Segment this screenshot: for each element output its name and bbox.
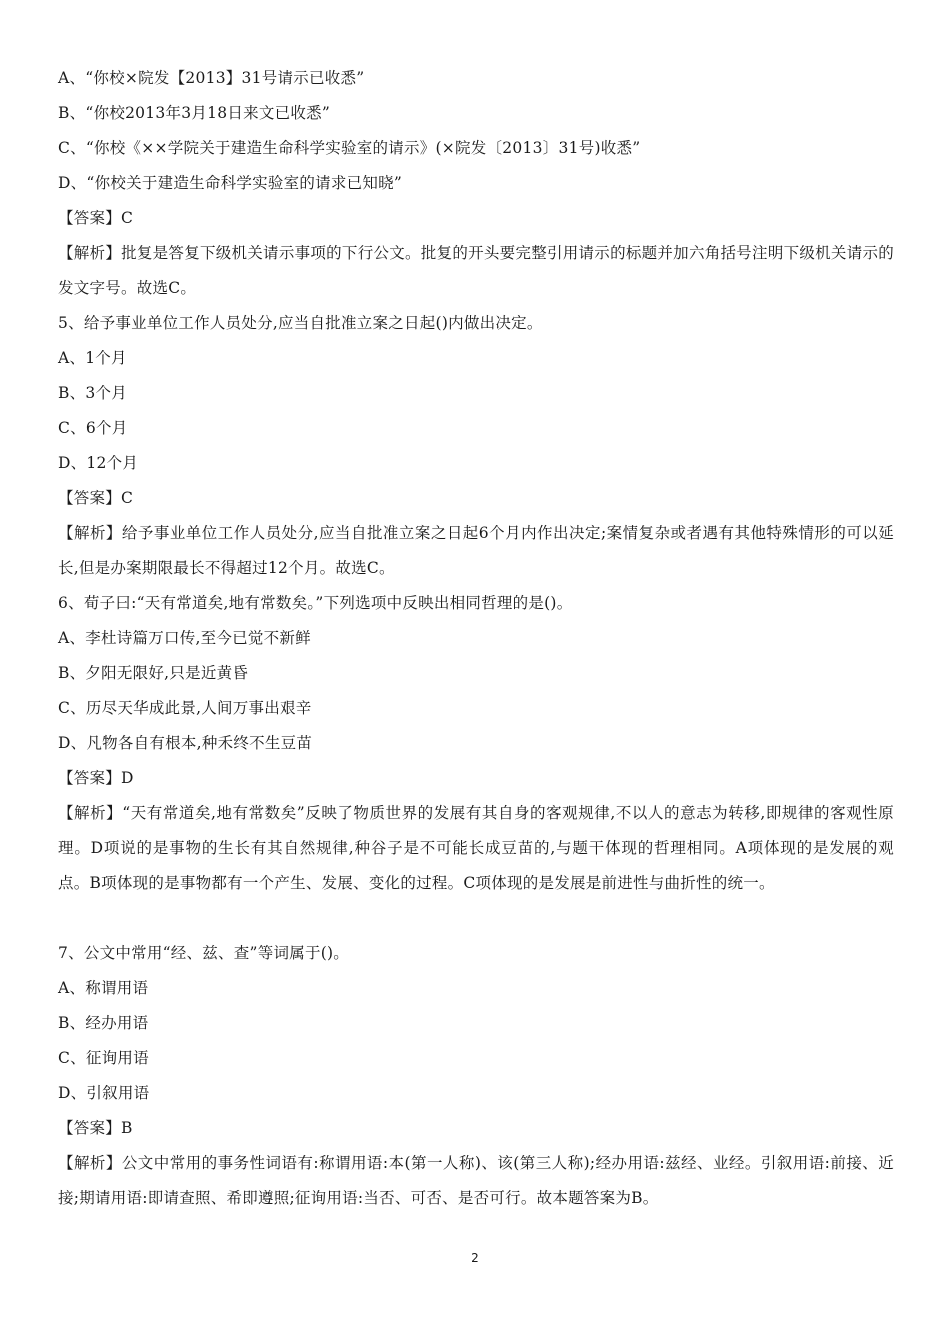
question-line: 7、公文中常用“经、兹、查”等词属于()。 — [58, 944, 350, 962]
option-line: B、“你校2013年3月18日来文已收悉” — [58, 104, 331, 122]
option-line: D、凡物各自有根本,种禾终不生豆苗 — [58, 734, 313, 752]
option-line: C、征询用语 — [58, 1049, 149, 1067]
answer-line: 【答案】C — [58, 209, 134, 227]
answer-line: 【答案】B — [58, 1119, 133, 1137]
option-line: A、称谓用语 — [58, 979, 149, 997]
question-line: 5、给予事业单位工作人员处分,应当自批准立案之日起()内做出决定。 — [58, 314, 543, 332]
option-line: A、1个月 — [58, 349, 127, 367]
analysis-paragraph: 【解析】给予事业单位工作人员处分,应当自批准立案之日起6个月内作出决定;案情复杂或者遇有其他特殊情形的可以延长,但是办案期限最长不得超过12个月。故选C。 — [58, 524, 894, 577]
answer-line: 【答案】C — [58, 489, 134, 507]
option-line: D、12个月 — [58, 454, 139, 472]
option-line: D、“你校关于建造生命科学实验室的请求已知晓” — [58, 174, 403, 192]
option-line: B、3个月 — [58, 384, 128, 402]
option-line: C、“你校《××学院关于建造生命科学实验室的请示》(×院发〔2013〕31号)收悉” — [58, 139, 641, 157]
question-line: 6、荀子曰:“天有常道矣,地有常数矣。”下列选项中反映出相同哲理的是()。 — [58, 594, 573, 612]
answer-line: 【答案】D — [58, 769, 134, 787]
option-line: A、“你校×院发【2013】31号请示已收悉” — [58, 69, 365, 87]
page-number: 2 — [471, 1251, 479, 1265]
option-line: C、6个月 — [58, 419, 128, 437]
analysis-paragraph: 【解析】批复是答复下级机关请示事项的下行公文。批复的开头要完整引用请示的标题并加六角括号注明下级机关请示的发文字号。故选C。 — [58, 244, 894, 297]
option-line: A、李杜诗篇万口传,至今已觉不新鲜 — [58, 629, 311, 647]
option-line: B、夕阳无限好,只是近黄昏 — [58, 664, 249, 682]
option-line: B、经办用语 — [58, 1014, 149, 1032]
option-line: D、引叙用语 — [58, 1084, 150, 1102]
analysis-paragraph: 【解析】公文中常用的事务性词语有:称谓用语:本(第一人称)、该(第三人称);经办用语:兹经、业经。引叙用语:前接、近接;期请用语:即请查照、希即遵照;征询用语:当否、可否、是否可行。故本题答案为B。 — [58, 1154, 894, 1207]
analysis-paragraph: 【解析】“天有常道矣,地有常数矣”反映了物质世界的发展有其自身的客观规律,不以人的意志为转移,即规律的客观性原理。D项说的是事物的生长有其自然规律,种谷子是不可能长成豆苗的,与题干体现的哲理相同。A项体现的是发展的观点。B项体现的是事物都有一个产生、发展、变化的过程。C项体现的是发展是前进性与曲折性的统一。 — [58, 804, 894, 892]
option-line: C、历尽天华成此景,人间万事出艰辛 — [58, 699, 312, 717]
